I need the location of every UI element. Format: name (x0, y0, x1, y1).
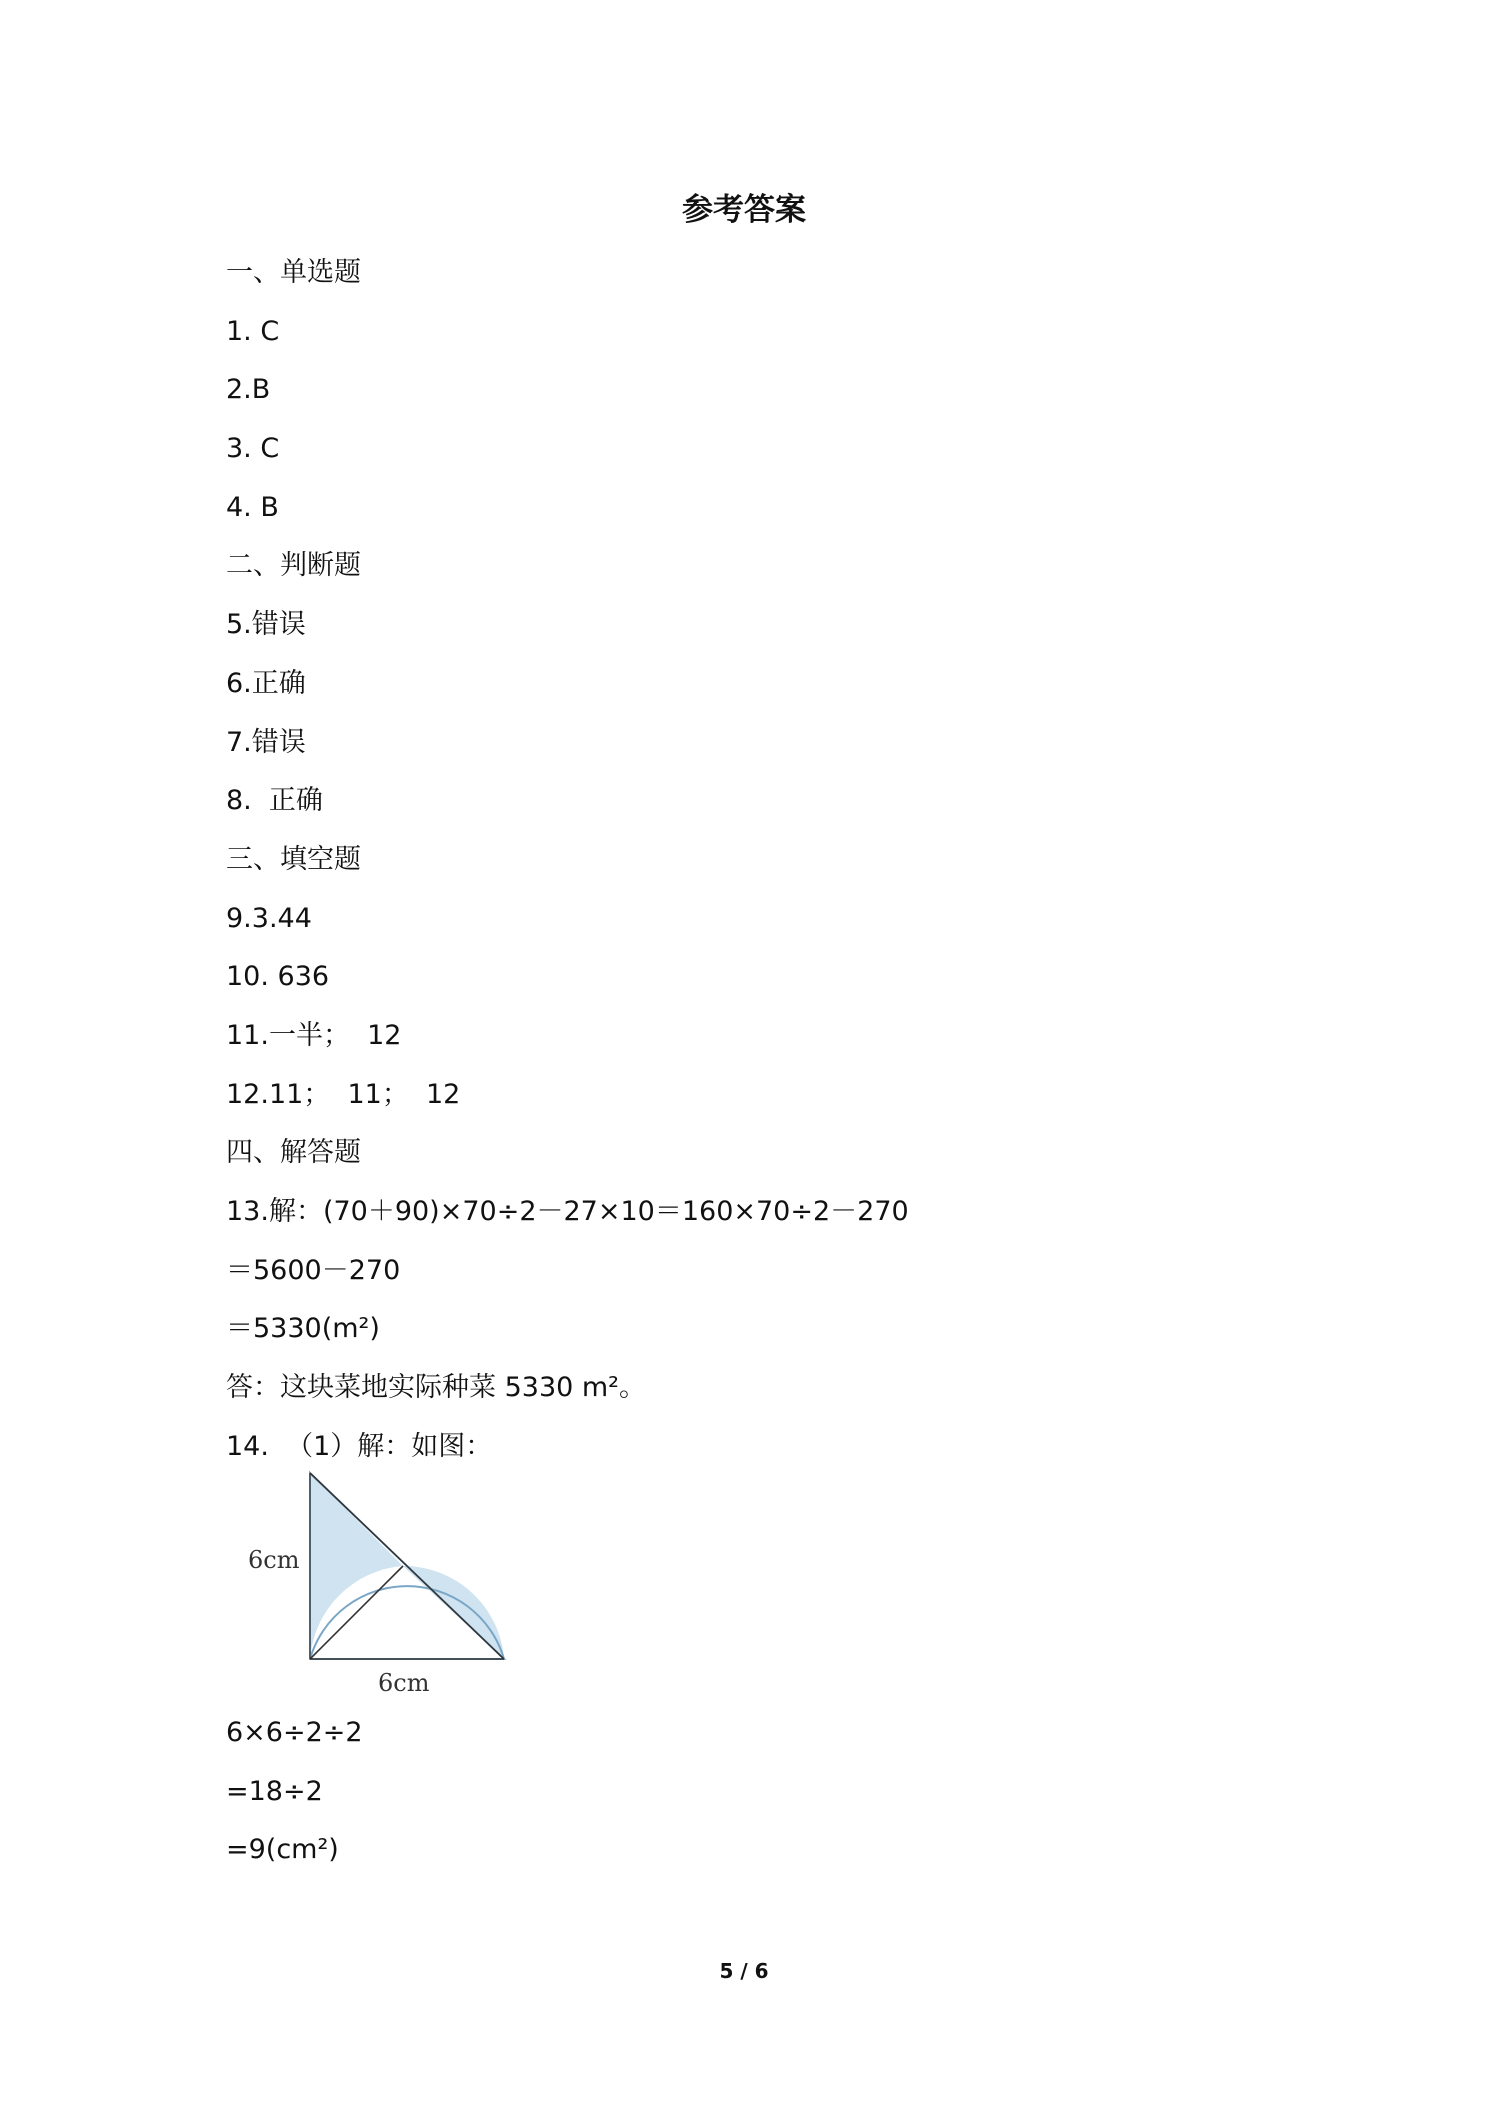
triangle-semicircle-diagram (238, 1470, 518, 1700)
answer-line: 8. 正确 (226, 785, 323, 817)
section-heading: 三、填空题 (226, 843, 361, 875)
solution-line: ＝5330(m²) (226, 1313, 380, 1345)
calculation-line: =9(cm²) (226, 1834, 339, 1866)
answer-list (226, 244, 1266, 1476)
section-heading: 一、单选题 (226, 257, 361, 288)
label-bottom-side: 6cm (378, 1669, 430, 1697)
solution-line: 13.解：(70＋90)×70÷2－27×10＝160×70÷2－270 (226, 1196, 909, 1227)
answer-line: 6.正确 (226, 667, 306, 699)
label-left-side: 6cm (248, 1546, 300, 1574)
calculation-line: 6×6÷2÷2 (226, 1717, 363, 1748)
calculation-list (226, 1704, 1266, 1880)
section-heading: 二、判断题 (226, 550, 361, 582)
answer-line: 9.3.44 (226, 902, 312, 934)
answer-line: 3. C (226, 433, 280, 465)
geometry-figure (238, 1470, 518, 1700)
page-number: 5 / 6 (719, 1959, 769, 1983)
answer-line: 1. C (226, 315, 280, 347)
calculation-line: =18÷2 (226, 1775, 323, 1807)
page-title: 参考答案 (682, 192, 806, 228)
solution-line: 14. （1）解：如图： (226, 1430, 493, 1462)
answer-line: 10. 636 (226, 961, 330, 993)
answer-line: 7.错误 (226, 726, 306, 758)
answer-line: 2.B (226, 374, 271, 406)
solution-line: ＝5600－270 (226, 1254, 401, 1286)
answer-line: 11.一半； 12 (226, 1019, 402, 1051)
answer-line: 12.11； 11； 12 (226, 1078, 461, 1110)
answer-line: 5.错误 (226, 609, 306, 641)
section-heading: 四、解答题 (226, 1137, 361, 1169)
answer-line: 4. B (226, 491, 279, 523)
answer-statement: 答：这块菜地实际种菜 5330 m²。 (226, 1372, 647, 1404)
